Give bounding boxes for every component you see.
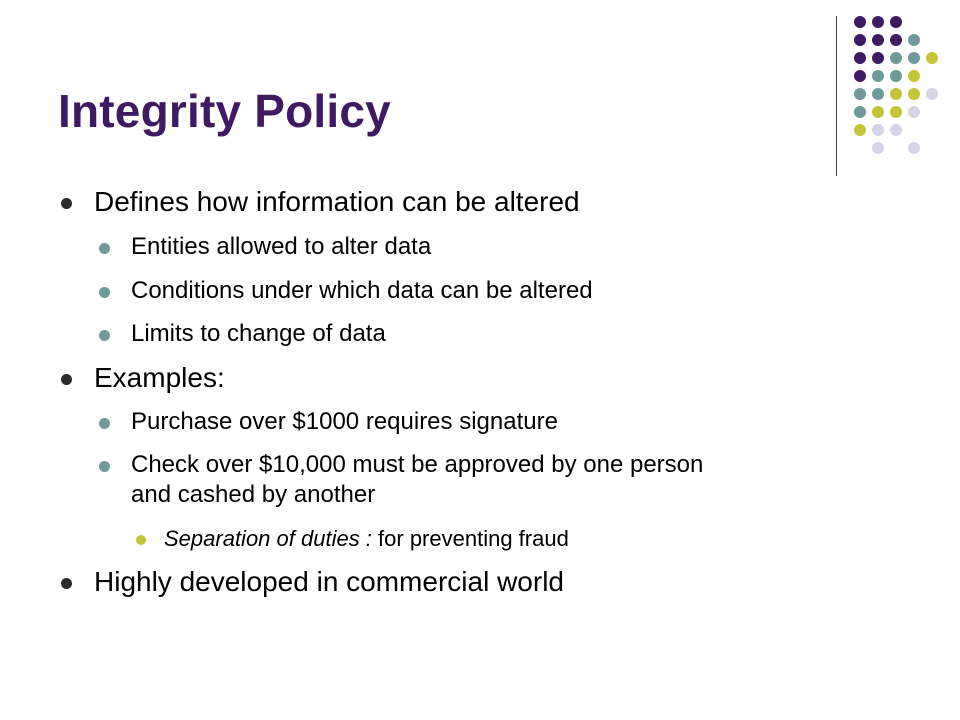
decor-dot-icon bbox=[890, 88, 902, 100]
bullet-dot-icon bbox=[61, 578, 72, 589]
sub-bullet-text: Limits to change of data bbox=[131, 320, 386, 347]
decor-dot-icon bbox=[872, 52, 884, 64]
decor-dot-icon bbox=[890, 124, 902, 136]
decor-dot-icon bbox=[908, 88, 920, 100]
decor-dot-icon bbox=[854, 124, 866, 136]
sub-bullet-text-continued: and cashed by another bbox=[131, 481, 376, 508]
bullet-dot-icon bbox=[99, 330, 110, 341]
bullet-text: Defines how information can be altered bbox=[94, 186, 580, 217]
decor-dot-icon bbox=[854, 34, 866, 46]
sub-bullet-text: Check over $10,000 must be approved by one person bbox=[131, 451, 704, 478]
bullet-dot-icon bbox=[61, 198, 72, 209]
decor-dot-icon bbox=[872, 16, 884, 28]
decor-dot-icon bbox=[908, 70, 920, 82]
term-explanation: for preventing fraud bbox=[371, 526, 569, 551]
bullet-text: Highly developed in commercial world bbox=[94, 566, 564, 597]
decor-dot-icon bbox=[872, 142, 884, 154]
sub-bullet-text: Entities allowed to alter data bbox=[131, 233, 432, 260]
decor-dot-icon bbox=[908, 34, 920, 46]
slide-title: Integrity Policy bbox=[58, 85, 391, 137]
bullet-text: Examples: bbox=[94, 362, 225, 393]
decor-dot-icon bbox=[890, 52, 902, 64]
sub-bullet-text: Conditions under which data can be altered bbox=[131, 277, 593, 304]
bullet-dot-icon bbox=[61, 374, 72, 385]
decor-dot-icon bbox=[890, 70, 902, 82]
decor-dot-icon bbox=[908, 106, 920, 118]
decor-dot-icon bbox=[908, 52, 920, 64]
bullet-dot-icon bbox=[99, 287, 110, 298]
bullet-dot-icon bbox=[99, 461, 110, 472]
decor-dot-icon bbox=[854, 70, 866, 82]
decor-dot-icon bbox=[926, 88, 938, 100]
decor-dot-icon bbox=[854, 52, 866, 64]
decor-dot-icon bbox=[854, 16, 866, 28]
decor-dot-icon bbox=[872, 124, 884, 136]
decor-dot-icon bbox=[872, 34, 884, 46]
bullet-dot-icon bbox=[136, 535, 146, 545]
decor-dot-icon bbox=[872, 106, 884, 118]
sub-bullet-text: Purchase over $1000 requires signature bbox=[131, 408, 558, 435]
sub-sub-bullet-text bbox=[164, 526, 569, 552]
decor-dot-icon bbox=[890, 34, 902, 46]
bullet-dot-icon bbox=[99, 243, 110, 254]
decor-dot-icon bbox=[890, 106, 902, 118]
decor-dot-icon bbox=[872, 70, 884, 82]
decor-dot-icon bbox=[908, 142, 920, 154]
decor-dot-icon bbox=[926, 52, 938, 64]
decor-dot-icon bbox=[872, 88, 884, 100]
decor-dot-icon bbox=[890, 16, 902, 28]
emphasis-term: Separation of duties : bbox=[164, 526, 372, 551]
decor-dot-icon bbox=[854, 88, 866, 100]
bullet-dot-icon bbox=[99, 418, 110, 429]
decor-dot-icon bbox=[854, 106, 866, 118]
decorative-dot-grid bbox=[0, 0, 960, 180]
